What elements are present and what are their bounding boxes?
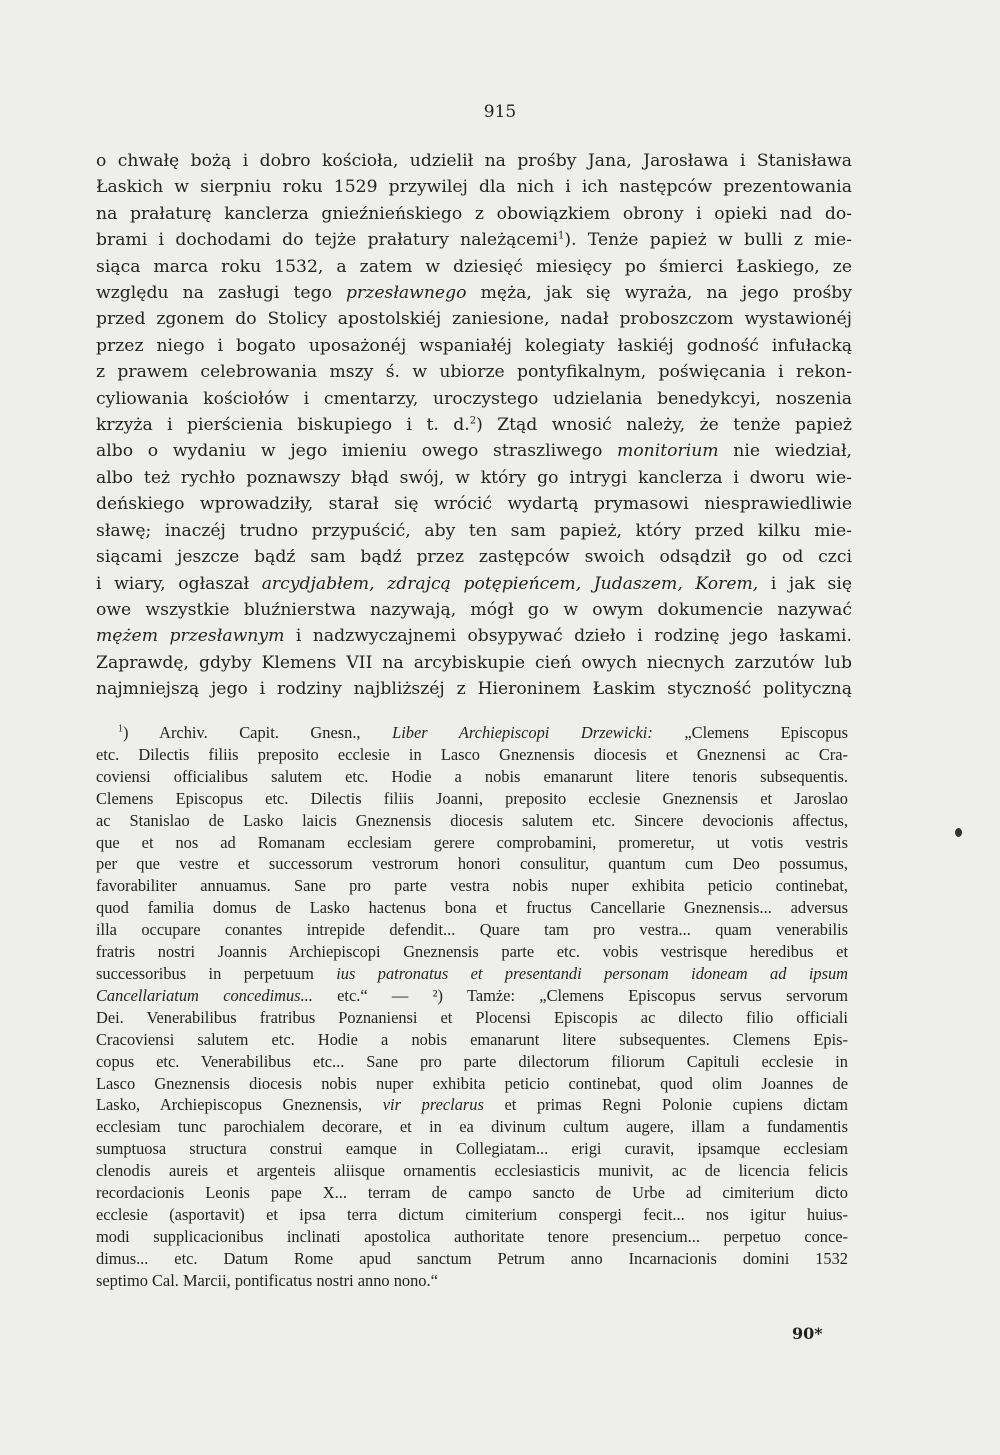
text-run: Cracoviensi salutem etc. Hodie a nobis emanarunt litere subsequentes. Clemens Epis- xyxy=(96,1029,848,1049)
page-number: 915 xyxy=(483,102,517,122)
text-run: successoribus in perpetuum xyxy=(96,963,337,983)
footnote-line xyxy=(96,1182,848,1204)
text-run: Clemens Episcopus etc. Dilectis filiis Joanni, preposito ecclesie Gneznensis et Jaroslao xyxy=(96,788,848,808)
text-run: na prałaturę kanclerza gnieźnieńskiego z obowiązkiem obrony i opieki nad do- xyxy=(96,203,852,224)
italic-run: Liber Archiepiscopi Drzewicki: xyxy=(392,723,653,742)
footnote-line xyxy=(96,1094,848,1116)
main-text xyxy=(96,148,852,703)
footnote-line xyxy=(96,853,848,875)
italic-run: vir preclarus xyxy=(382,1095,484,1115)
text-run: albo też rychło poznawszy błąd swój, w który go intrygi kanclerza i dworu wie- xyxy=(96,467,852,488)
text-run: recordacionis Leonis pape X... terram de campo sancto de Urbe ad cimiterium dicto xyxy=(96,1183,848,1203)
text-run: względu na zasługi tego xyxy=(96,283,347,304)
footnotes xyxy=(96,722,848,1292)
text-run: i jak się xyxy=(758,573,852,594)
text-run: ecclesie (asportavit) et ipsa terra dictum cimiterium conspergi fecit... nos igitur huius- xyxy=(96,1204,848,1224)
footnote-line xyxy=(96,1204,848,1226)
footnote-line xyxy=(96,963,848,985)
text-line xyxy=(96,650,852,676)
text-run: sumptuosa structura construi eamque in Collegiatam... erigi curavit, ipsamque ecclesiam xyxy=(96,1139,848,1159)
text-run: albo o wydaniu w jego imieniu owego straszliwego xyxy=(96,441,618,462)
text-run: que et nos ad Romanam ecclesiam gerere comprobamini, promeretur, ut votis vestris xyxy=(96,832,848,852)
text-run: i wiary, ogłaszał xyxy=(96,573,262,594)
text-run: ) Archiv. Capit. Gnesn., xyxy=(123,723,393,742)
text-run: fratris nostri Joannis Archiepiscopi Gneznensis parte etc. vobis vestrisque heredibus et xyxy=(96,942,848,962)
text-run: krzyża i pierścienia biskupiego i t. d. xyxy=(96,415,470,436)
signature-mark: 90* xyxy=(792,1324,823,1343)
footnote-line xyxy=(96,766,848,788)
text-run: etc. Dilectis filiis preposito ecclesie in Lasco Gneznensis diocesis et Gneznensi ac Cra- xyxy=(96,744,848,764)
text-run: etc.“ — ²) Tamże: „Clemens Episcopus servus servorum xyxy=(312,985,848,1005)
text-run: o chwałę bożą i dobro kościoła, udzielił na prośby Jana, Jarosława i Stanisława xyxy=(96,151,852,171)
text-line xyxy=(96,227,852,253)
footnote-line xyxy=(96,1226,848,1248)
text-run: Zaprawdę, gdyby Klemens VII na arcybiskupie cień owych niecnych zarzutów lub xyxy=(96,652,852,673)
text-run: septimo Cal. Marcii, pontificatus nostri anno nono.“ xyxy=(96,1270,438,1290)
footnote-line xyxy=(96,1160,848,1182)
text-line xyxy=(96,359,852,385)
text-run: et primas Regni Polonie cupiens dictam xyxy=(483,1095,848,1115)
italic-run: arcydjabłem, zdrajcą potępieńcem, Judaszem, Korem, xyxy=(261,573,759,594)
footnote-line xyxy=(96,897,848,919)
text-run: i nadzwyczajnemi obsypywać dzieło i rodzinę jego łaskami. xyxy=(284,626,852,647)
text-run: Dei. Venerabilibus fratribus Poznaniensi et Plocensi Episcopis ac dilecto filio officiali xyxy=(96,1007,848,1027)
text-run: clenodis aureis et argenteis aliisque ornamentis ecclesiasticis munivit, ac de licencia felicis xyxy=(96,1161,848,1181)
text-run: modi supplicacionibus inclinati apostolica authoritate tenore presencium... perpetuo conce- xyxy=(96,1226,848,1246)
text-run: nie wiedział, xyxy=(718,441,852,462)
text-line xyxy=(96,254,852,280)
footnote-line xyxy=(96,1116,848,1138)
text-run: sławę; inaczéj trudno przypuścić, aby ten sam papież, który przed kilku mie- xyxy=(96,520,852,541)
footnote-line xyxy=(96,1051,848,1073)
text-line xyxy=(96,412,852,438)
text-line xyxy=(96,676,852,702)
footnote-line xyxy=(96,1270,848,1292)
text-run: męża, jak się wyraża, na jego prośby xyxy=(466,283,852,304)
italic-run: ius patronatus et presentandi personam idoneam ad ipsum xyxy=(336,963,848,983)
text-run: dimus... etc. Datum Rome apud sanctum Petrum anno Incarnacionis domini 1532 xyxy=(96,1248,848,1268)
text-run: przed zgonem do Stolicy apostolskiéj zaniesione, nadał proboszczom wystawionéj xyxy=(96,309,852,330)
margin-ink-dot xyxy=(955,828,962,837)
footnote-line xyxy=(96,788,848,810)
footnote-line xyxy=(96,832,848,854)
italic-run: przesławnego xyxy=(346,283,467,304)
text-line xyxy=(96,386,852,412)
text-line xyxy=(96,544,852,570)
text-run: ac Stanislao de Lasko laicis Gneznensis diocesis salutem etc. Sincere devocionis affectus, xyxy=(96,810,848,830)
footnote-line xyxy=(96,1029,848,1051)
text-run: „Clemens Episcopus xyxy=(652,723,848,742)
footnote-line xyxy=(96,744,848,766)
text-line xyxy=(96,597,852,623)
footnote-line xyxy=(96,875,848,897)
text-run: ) Ztąd wnosić należy, że tenże papież xyxy=(476,415,852,436)
footnote-line xyxy=(96,1138,848,1160)
text-run: siącami jeszcze bądź sam bądź przez zastępców swoich odsądził go od czci xyxy=(96,547,852,568)
footnote-line xyxy=(96,1073,848,1095)
footnote-line xyxy=(96,941,848,963)
text-line xyxy=(96,438,852,464)
text-run: quod familia domus de Lasko hactenus bona et fructus Cancellarie Gneznensis... adversus xyxy=(96,898,848,918)
text-run: coviensi officialibus salutem etc. Hodie a nobis emanarunt litere tenoris subsequentis. xyxy=(96,766,848,786)
text-line xyxy=(96,571,852,597)
footnote-line xyxy=(96,810,848,832)
text-run: brami i dochodami do tejże prałatury należącemi xyxy=(96,230,559,251)
text-run: ecclesiam tunc parochialem decorare, et in ea divinum cultum augere, illam a fundamentis xyxy=(96,1117,848,1137)
text-run: per que vestre et successorum vestrorum honori consulitur, quantum cum Deo possumus, xyxy=(96,854,848,874)
text-line xyxy=(96,518,852,544)
text-run: najmniejszą jego i rodziny najbliższéj z Hieroninem Łaskim styczność polityczną xyxy=(96,679,852,700)
text-run: z prawem celebrowania mszy ś. w ubiorze pontyfikalnym, poświęcania i rekon- xyxy=(96,362,852,383)
footnote-line xyxy=(96,1248,848,1270)
text-line xyxy=(96,148,852,174)
text-run: przez niego i bogato uposażonéj wspaniałéj kolegiaty łaskiéj godność infułacką xyxy=(96,335,852,356)
footnote-line xyxy=(96,985,848,1007)
text-line xyxy=(96,201,852,227)
footnote-line xyxy=(96,722,848,744)
text-run: owe wszystkie bluźnierstwa nazywają, mógł go w owym dokumencie nazywać xyxy=(96,599,852,620)
text-run: ). Tenże papież w bulli z mie- xyxy=(564,230,852,251)
text-run: deńskiego wprowadziły, starał się wrócić wydartą prymasowi niesprawiedliwie xyxy=(96,494,852,515)
footnote-line xyxy=(96,919,848,941)
italic-run: Cancellariatum concedimus... xyxy=(96,985,313,1005)
text-line xyxy=(96,623,852,649)
footnote-line xyxy=(96,1007,848,1029)
text-line xyxy=(96,280,852,306)
footnote-reference: 2 xyxy=(469,415,477,427)
italic-run: monitorium xyxy=(617,441,719,462)
text-run: cyliowania kościołów i cmentarzy, uroczystego udzielania benedykcyi, noszenia xyxy=(96,388,852,409)
text-run: siąca marca roku 1532, a zatem w dziesięć miesięcy po śmierci Łaskiego, ze xyxy=(96,256,852,277)
text-run: illa occupare conantes intrepide defendit... Quare tam pro vestra... quam venerabilis xyxy=(96,920,848,940)
italic-run: mężem przesławnym xyxy=(96,626,285,647)
text-line xyxy=(96,306,852,332)
text-line xyxy=(96,465,852,491)
text-line xyxy=(96,174,852,200)
text-run: Lasko, Archiepiscopus Gneznensis, xyxy=(96,1095,383,1115)
text-line xyxy=(96,333,852,359)
footnote-reference: 1 xyxy=(558,230,565,242)
text-run: favorabiliter annuamus. Sane pro parte vestra nobis nuper exhibita peticio continebat, xyxy=(96,876,848,896)
text-run: Łaskich w sierpniu roku 1529 przywilej dla nich i ich następców prezentowania xyxy=(96,177,852,198)
footnote-marker: 1 xyxy=(118,723,123,735)
text-run: Lasco Gneznensis diocesis nobis nuper exhibita peticio continebat, quod olim Joannes de xyxy=(96,1073,848,1093)
text-run: copus etc. Venerabilibus etc... Sane pro parte dilectorum filiorum Capituli ecclesie in xyxy=(96,1051,848,1071)
text-line xyxy=(96,491,852,517)
